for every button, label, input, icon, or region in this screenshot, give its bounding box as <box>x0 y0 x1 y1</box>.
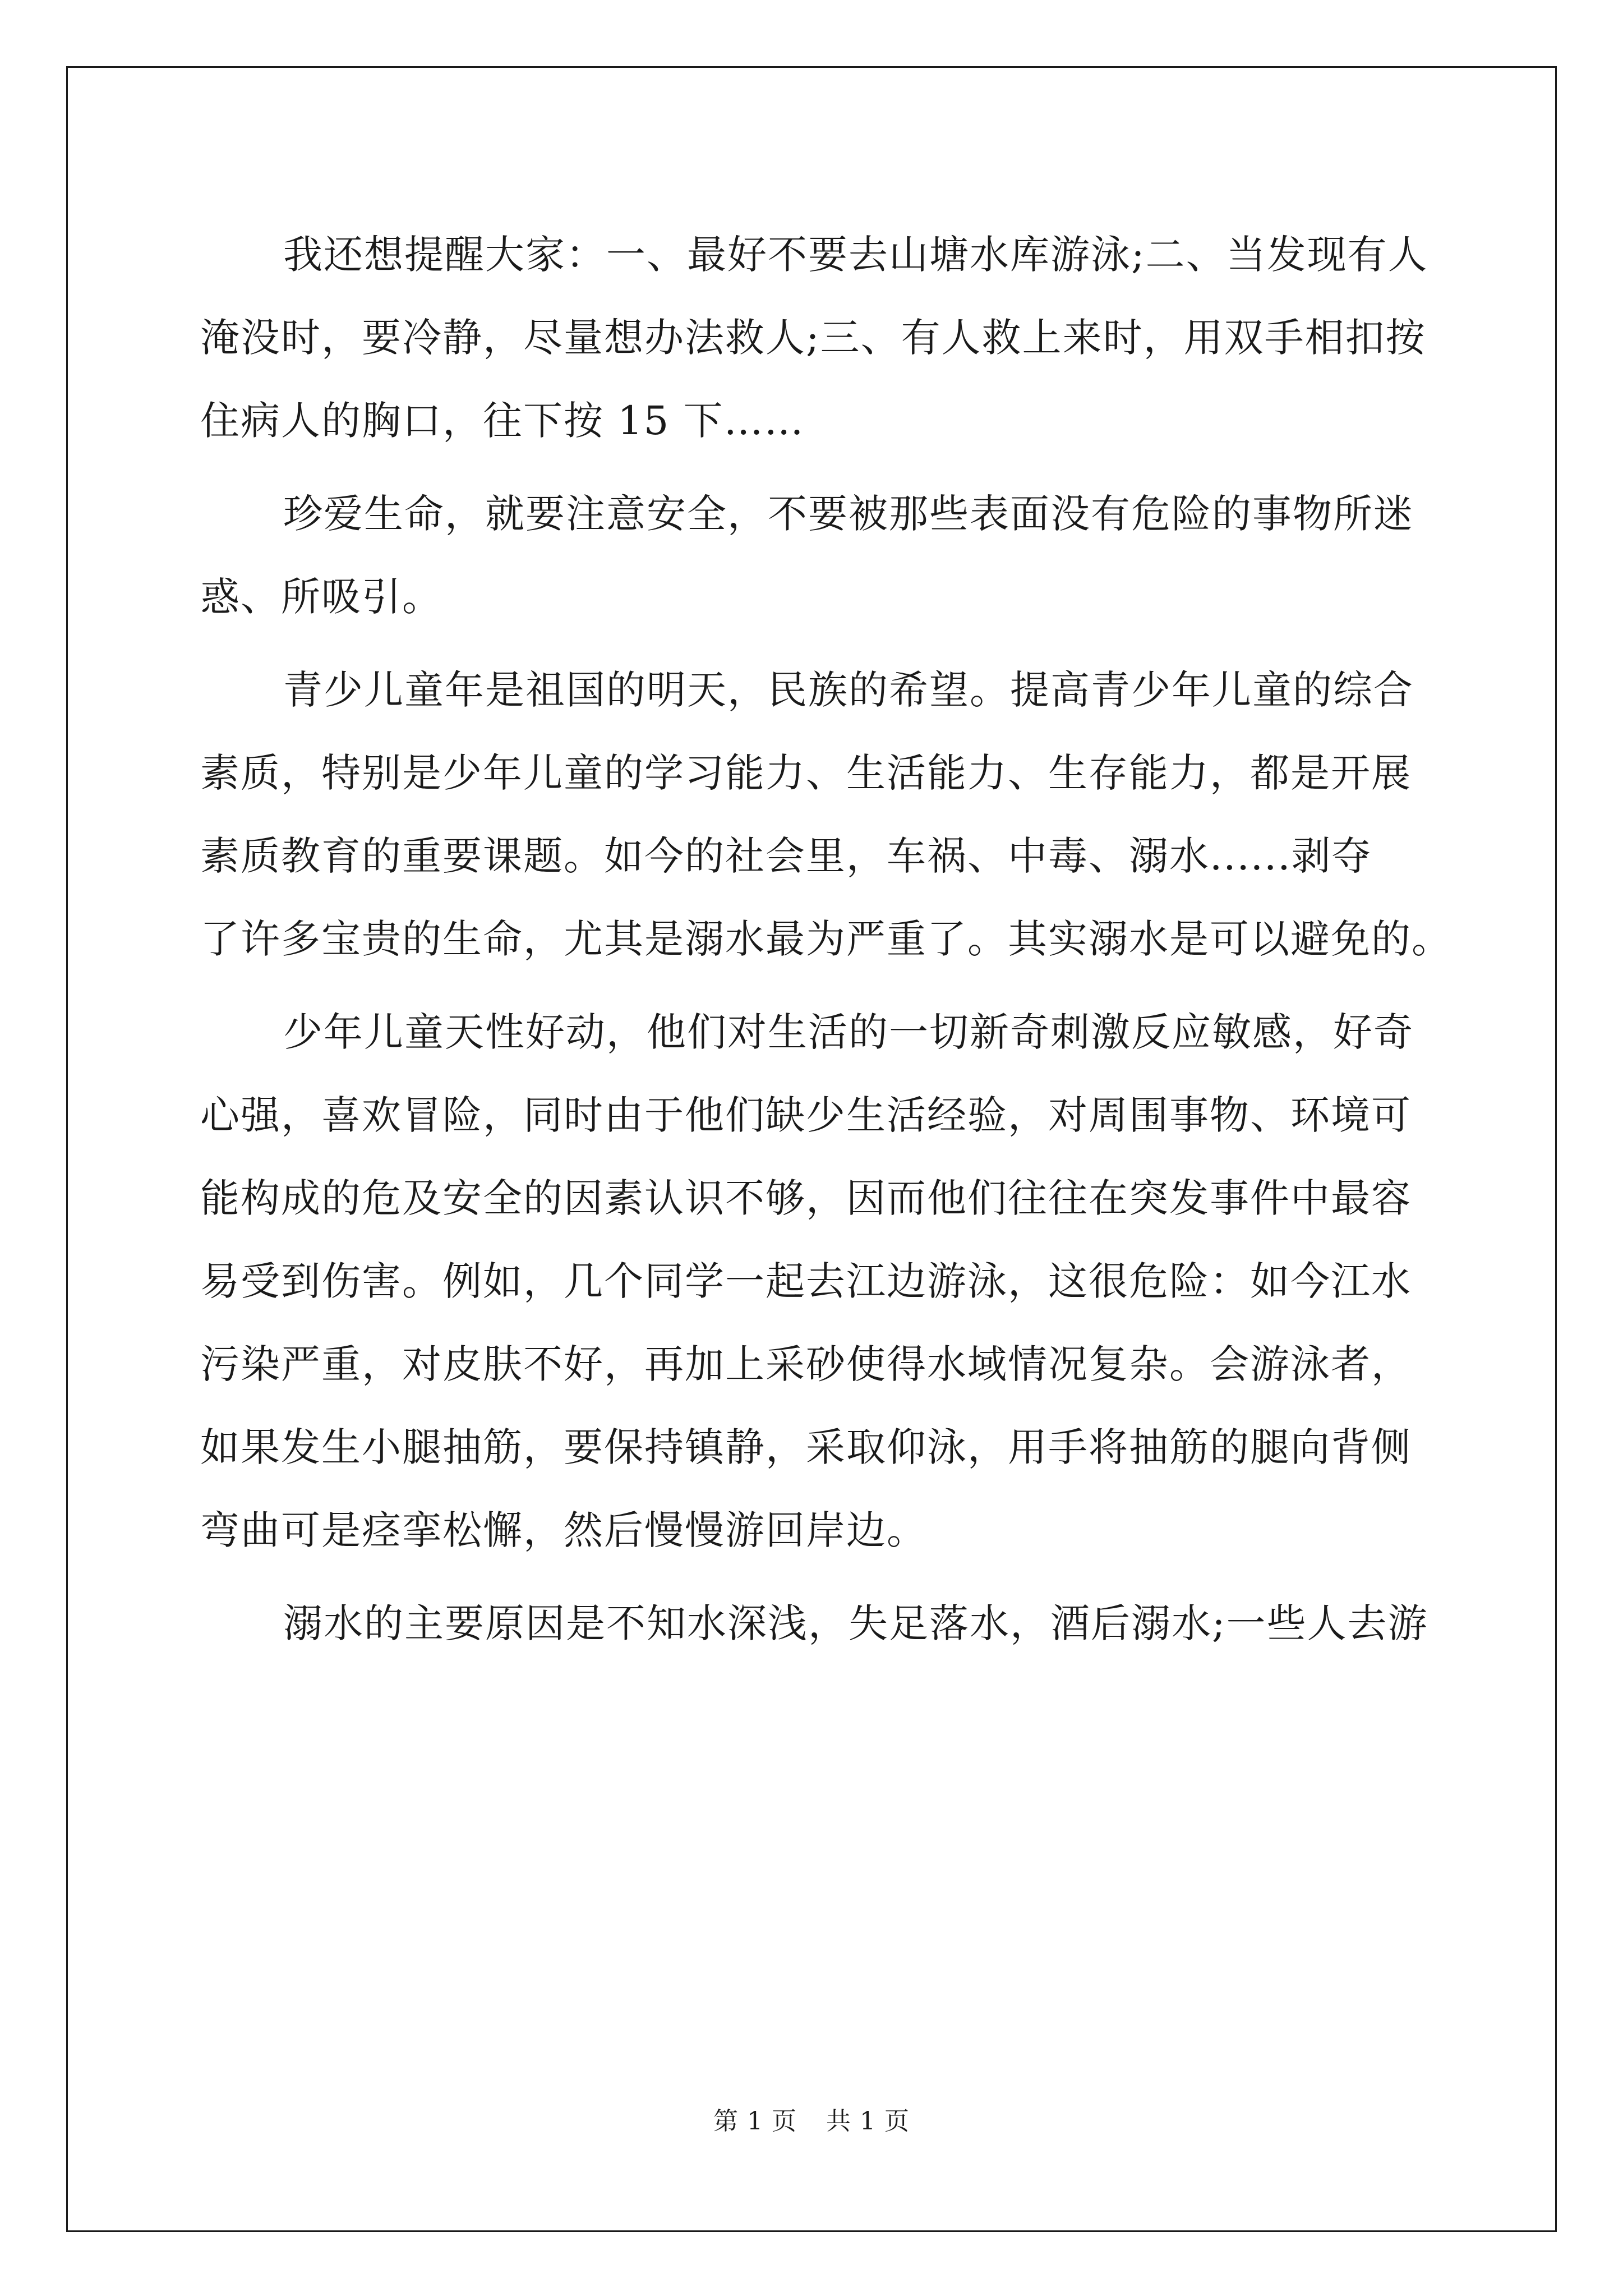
text-line: 弯曲可是痉挛松懈，然后慢慢游回岸边。 <box>200 1507 927 1553</box>
page-total: 共 1 页 <box>826 2107 910 2136</box>
paragraph <box>200 1582 1440 1665</box>
text-line: 了许多宝贵的生命，尤其是溺水最为严重了。其实溺水是可以避免的。 <box>200 916 1452 962</box>
paragraph <box>200 648 1452 981</box>
text-line: 少年儿童天性好动，他们对生活的一切新奇刺激反应敏感，好奇 <box>283 1009 1414 1055</box>
text-line: 素质，特别是少年儿童的学习能力、生活能力、生存能力，都是开展 <box>200 750 1412 796</box>
paragraph <box>200 472 1440 638</box>
text-line: 心强，喜欢冒险，同时由于他们缺少生活经验，对周围事物、环境可 <box>200 1092 1412 1138</box>
text-line: 如果发生小腿抽筋，要保持镇静，采取仰泳，用手将抽筋的腿向背侧 <box>200 1424 1412 1470</box>
document-body <box>200 213 1452 1675</box>
text-line: 易受到伤害。例如，几个同学一起去江边游泳，这很危险：如今江水 <box>200 1258 1412 1304</box>
text-line: 污染严重，对皮肤不好，再加上采砂使得水域情况复杂。会游泳者， <box>200 1341 1412 1387</box>
paragraph <box>200 991 1440 1572</box>
paragraph <box>200 213 1440 462</box>
text-line: 住病人的胸口，往下按 15 下…… <box>200 398 805 444</box>
page-footer <box>0 2101 1623 2137</box>
text-line: 珍爱生命，就要注意安全，不要被那些表面没有危险的事物所迷 <box>283 491 1414 537</box>
text-line: 我还想提醒大家：一、最好不要去山塘水库游泳;二、当发现有人 <box>283 232 1428 278</box>
text-line: 能构成的危及安全的因素认识不够，因而他们往往在突发事件中最容 <box>200 1175 1412 1221</box>
text-line: 溺水的主要原因是不知水深浅，失足落水，酒后溺水;一些人去游 <box>283 1600 1428 1646</box>
text-line: 青少儿童年是祖国的明天，民族的希望。提高青少年儿童的综合 <box>283 667 1414 713</box>
text-line: 素质教育的重要课题。如今的社会里，车祸、中毒、溺水......剥夺 <box>200 833 1372 879</box>
text-line: 惑、所吸引。 <box>200 574 442 620</box>
text-line: 淹没时，要冷静，尽量想办法救人;三、有人救上来时，用双手相扣按 <box>200 315 1426 361</box>
page-number: 第 1 页 <box>713 2107 797 2136</box>
